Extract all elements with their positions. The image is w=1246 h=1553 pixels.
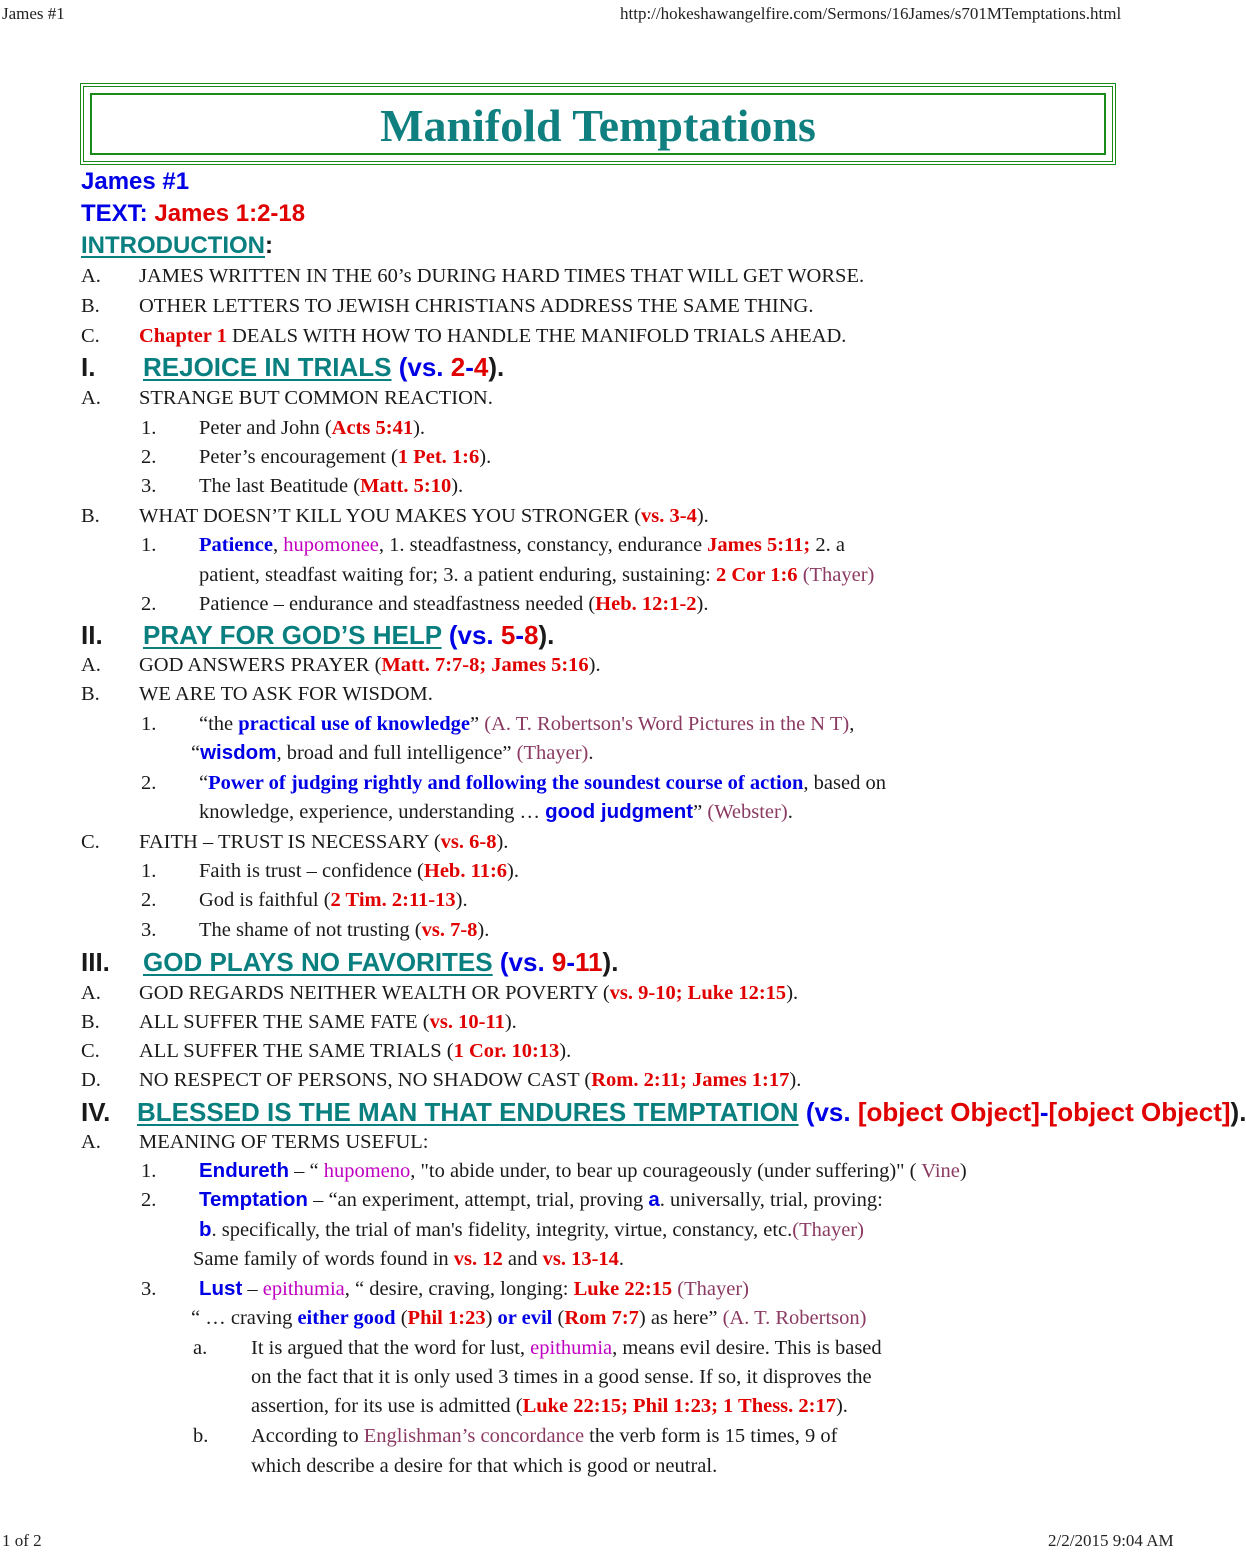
continuation-line: [199, 565, 874, 586]
definition: practical use of knowledge: [238, 713, 471, 735]
item-number: 2.: [141, 593, 157, 615]
continuation-line: on the fact that it is only used 3 times in a good sense. If so, it disproves the: [251, 1366, 872, 1388]
item-text: Peter’s encouragement (: [199, 446, 398, 468]
item-letter: C.: [81, 1040, 100, 1062]
outline-item: [81, 505, 709, 527]
text-reference: James 1:2-18: [154, 200, 306, 227]
emphasis: either good: [297, 1307, 396, 1329]
intro-label: INTRODUCTION: [81, 232, 265, 259]
outline-item: [81, 683, 433, 705]
vs-start: 5: [500, 620, 516, 650]
outline-subitem: [141, 889, 468, 911]
outline-subitem: [141, 713, 855, 735]
item-text: ALL SUFFER THE SAME TRIALS (: [139, 1040, 454, 1062]
scripture-ref: vs. 13-14: [542, 1248, 619, 1270]
item-text: , 1. steadfastness, constancy, endurance: [378, 534, 708, 556]
source-citation: (A. T. Robertson): [722, 1307, 867, 1329]
scripture-ref: vs. 7-8: [421, 919, 478, 941]
item-text: , “ desire, craving, longing:: [344, 1278, 574, 1300]
item-letter: B.: [81, 295, 100, 317]
item-letter: b.: [193, 1425, 209, 1447]
item-text: ).: [559, 1040, 572, 1062]
continuation-line: [191, 1308, 866, 1329]
vs-dash: -: [515, 620, 524, 650]
item-letter: C.: [81, 325, 100, 347]
item-text: GOD ANSWERS PRAYER (: [139, 654, 382, 676]
source-citation: (Thayer): [516, 742, 589, 764]
item-text: (: [395, 1307, 408, 1329]
source-citation: (A. T. Robertson's Word Pictures in the N T): [484, 713, 850, 735]
item-letter: D.: [81, 1069, 101, 1091]
item-text: ).: [786, 982, 799, 1004]
vs-start: [object Object]: [857, 1097, 1040, 1127]
item-letter: A.: [81, 654, 101, 676]
vs-dash: -: [1039, 1097, 1049, 1127]
outline-subsubitem: [193, 1425, 838, 1447]
item-letter: B.: [81, 683, 100, 705]
item-number: 3.: [141, 475, 157, 497]
intro-item: [81, 325, 847, 347]
scripture-ref: vs. 6-8: [440, 831, 497, 853]
header-left: James #1: [2, 4, 65, 23]
greek-word: hupomonee: [283, 534, 379, 556]
page-number: 1 of 2: [2, 1531, 42, 1550]
item-text: God is faithful (: [199, 889, 331, 911]
item-text: and: [502, 1248, 543, 1270]
outline-subitem: [141, 446, 492, 468]
scripture-ref: Rom. 2:11; James 1:17: [591, 1069, 790, 1091]
item-number: 2.: [141, 889, 157, 911]
scripture-ref: vs. 9-10; Luke 12:15: [609, 982, 787, 1004]
scripture-ref: Matt. 5:10: [360, 475, 452, 497]
item-text: FAITH – TRUST IS NECESSARY (: [139, 831, 441, 853]
item-text: It is argued that the word for lust,: [251, 1337, 531, 1359]
item-text: JAMES WRITTEN IN THE 60’s DURING HARD TIMES THAT WILL GET WORSE.: [139, 265, 865, 287]
series-label: James #1: [81, 168, 190, 195]
item-text: “ … craving: [191, 1307, 298, 1329]
sense-letter: a: [648, 1188, 660, 1211]
vs-end: 8: [524, 620, 539, 650]
item-text: ).: [413, 417, 426, 439]
item-text: ).: [479, 446, 492, 468]
continuation-line: [251, 1396, 848, 1417]
item-text: ).: [835, 1395, 848, 1417]
vs-end: 11: [575, 947, 603, 977]
item-text: , based on: [803, 772, 886, 794]
greek-word: epithumia: [262, 1278, 345, 1300]
item-text: ).: [696, 593, 709, 615]
item-text: 2. a: [810, 534, 845, 556]
section-title: REJOICE IN TRIALS: [143, 352, 392, 382]
item-text: Faith is trust – confidence (: [199, 860, 424, 882]
item-letter: A.: [81, 265, 101, 287]
term: wisdom: [200, 741, 277, 764]
outline-subitem: [141, 475, 464, 497]
item-number: 1.: [141, 534, 157, 556]
item-number: 3.: [141, 1278, 157, 1300]
page-title: Manifold Temptations: [380, 100, 816, 151]
scripture-ref: vs. 3-4: [641, 505, 697, 527]
item-text: , "to abide under, to bear up courageously (under suffering)" (: [410, 1160, 922, 1182]
outline-subitem: [141, 417, 426, 439]
outline-item: [81, 1131, 429, 1153]
item-text: NO RESPECT OF PERSONS, NO SHADOW CAST (: [139, 1069, 592, 1091]
scripture-ref: Phil 1:23: [407, 1307, 486, 1329]
scripture-ref: vs. 10-11: [429, 1011, 505, 1033]
scripture-ref: Rom 7:7: [564, 1307, 639, 1329]
intro-item: [81, 295, 814, 317]
item-text: ) as here”: [638, 1307, 723, 1329]
item-text: ).: [455, 889, 468, 911]
term: Lust: [199, 1277, 243, 1300]
item-number: 3.: [141, 919, 157, 941]
section-number: II.: [81, 620, 103, 650]
item-text: ).: [588, 654, 601, 676]
section-number: I.: [81, 352, 96, 382]
title-box: [80, 83, 1116, 165]
item-number: 2.: [141, 446, 157, 468]
item-letter: B.: [81, 505, 100, 527]
scripture-ref: Acts 5:41: [331, 417, 414, 439]
scripture-ref: James 5:11;: [707, 534, 811, 556]
source-citation: (Thayer): [792, 1219, 864, 1241]
item-text: .: [787, 801, 793, 823]
item-text: ).: [496, 831, 509, 853]
emphasis: or evil: [497, 1307, 553, 1329]
outline-subitem: [141, 919, 490, 941]
outline-item: [81, 1069, 802, 1091]
vs-dash: -: [566, 947, 576, 977]
item-text: ): [959, 1160, 967, 1182]
scripture-ref: Luke 22:15; Phil 1:23; 1 Thess. 2:17: [522, 1395, 836, 1417]
section-heading: [81, 947, 619, 977]
item-text: patient, steadfast waiting for; 3. a patient enduring, sustaining:: [199, 564, 716, 586]
term: Endureth: [199, 1159, 289, 1182]
header-url: http://hokeshawangelfire.com/Sermons/16James/s701MTemptations.html: [620, 4, 1122, 23]
item-text: . universally, trial, proving:: [659, 1189, 883, 1211]
outline-item: [81, 654, 601, 676]
item-letter: C.: [81, 831, 100, 853]
item-text: , broad and full intelligence”: [276, 742, 517, 764]
vs-start: 2: [450, 352, 466, 382]
outline-item: [81, 1040, 572, 1062]
item-letter: A.: [81, 982, 101, 1004]
item-text: Peter and John (: [199, 417, 332, 439]
item-text: – “an experiment, attempt, trial, proving: [307, 1189, 649, 1211]
item-text: MEANING OF TERMS USEFUL:: [139, 1131, 429, 1153]
scripture-ref: Luke 22:15: [573, 1278, 673, 1300]
item-number: 1.: [141, 860, 157, 882]
print-date: 2/2/2015 9:04 AM: [1048, 1531, 1174, 1550]
continuation-line: [199, 802, 793, 823]
vs-label: (vs.: [499, 947, 552, 977]
scripture-ref: Heb. 12:1-2: [595, 593, 697, 615]
section-heading: [81, 1097, 1246, 1127]
item-text: ).: [507, 860, 519, 882]
intro-heading: [81, 234, 273, 258]
source-citation: (Thayer): [802, 564, 875, 586]
item-text: WHAT DOESN’T KILL YOU MAKES YOU STRONGER (: [139, 505, 642, 527]
item-text: ”: [470, 713, 485, 735]
scripture-ref: Matt. 7:7-8; James 5:16: [381, 654, 589, 676]
vs-close: ).: [538, 620, 555, 650]
term: Temptation: [199, 1188, 308, 1211]
item-text: ,: [273, 534, 284, 556]
scripture-ref: vs. 12: [453, 1248, 503, 1270]
section-title: PRAY FOR GOD’S HELP: [143, 620, 442, 650]
outline-item: [81, 831, 509, 853]
item-text: –: [242, 1278, 263, 1300]
greek-word: epithumia: [530, 1337, 613, 1359]
sense-letter: b: [199, 1218, 212, 1241]
section-number: IV.: [81, 1097, 111, 1127]
continuation-line: which describe a desire for that which is good or neutral.: [251, 1455, 718, 1477]
section-title: GOD PLAYS NO FAVORITES: [143, 947, 493, 977]
item-text: ).: [789, 1069, 802, 1091]
item-text: WE ARE TO ASK FOR WISDOM.: [139, 683, 433, 705]
scripture-ref: 2 Tim. 2:11-13: [330, 889, 456, 911]
item-text: assertion, for its use is admitted (: [251, 1395, 523, 1417]
item-letter: A.: [81, 387, 101, 409]
vs-close: ).: [602, 947, 619, 977]
outline-subsubitem: [193, 1337, 882, 1359]
item-letter: a.: [193, 1337, 208, 1359]
item-text: GOD REGARDS NEITHER WEALTH OR POVERTY (: [139, 982, 610, 1004]
item-text: According to: [251, 1425, 364, 1447]
item-text: ).: [696, 505, 709, 527]
term: good judgment: [545, 800, 694, 823]
item-text: .: [588, 742, 594, 764]
vs-label: (vs.: [805, 1097, 858, 1127]
item-text: The last Beatitude (: [199, 475, 361, 497]
outline-subitem: [141, 1188, 883, 1211]
section-title: BLESSED IS THE MAN THAT ENDURES TEMPTATION: [137, 1097, 799, 1127]
item-text: “the: [199, 713, 239, 735]
item-number: 2.: [141, 1189, 157, 1211]
intro-colon: :: [264, 232, 273, 259]
vs-label: (vs.: [398, 352, 451, 382]
item-text: DEALS WITH HOW TO HANDLE THE MANIFOLD TRIALS AHEAD.: [226, 325, 847, 347]
vs-start: 9: [551, 947, 567, 977]
item-text: – “: [288, 1160, 324, 1182]
vs-dash: -: [465, 352, 474, 382]
item-text: ALL SUFFER THE SAME FATE (: [139, 1011, 430, 1033]
vs-close: ).: [1230, 1097, 1246, 1127]
scripture-ref: Heb. 11:6: [423, 860, 508, 882]
item-number: 1.: [141, 1160, 157, 1182]
item-text: ).: [477, 919, 490, 941]
section-heading: [81, 620, 555, 650]
outline-item: [81, 1011, 517, 1033]
item-text: Same family of words found in: [193, 1248, 454, 1270]
source-citation: Englishman’s concordance: [363, 1425, 585, 1447]
outline-subitem: [141, 534, 845, 556]
item-text: , means evil desire. This is based: [612, 1337, 882, 1359]
greek-word: hupomeno: [323, 1160, 411, 1182]
item-text: The shame of not trusting (: [199, 919, 422, 941]
item-letter: B.: [81, 1011, 100, 1033]
item-text: “: [191, 742, 201, 764]
source-citation: (Webster): [707, 801, 788, 823]
vs-end: [object Object]: [1048, 1097, 1231, 1127]
scripture-ref: 1 Pet. 1:6: [397, 446, 480, 468]
chapter-ref: Chapter 1: [139, 325, 227, 347]
definition: Power of judging rightly and following the soundest course of action: [208, 772, 804, 794]
term: Patience: [199, 534, 273, 556]
outline-subitem: [141, 1277, 749, 1300]
continuation-line: [199, 1220, 864, 1241]
item-text: ).: [451, 475, 464, 497]
item-text: ).: [504, 1011, 517, 1033]
scripture-ref: 1 Cor. 10:13: [453, 1040, 560, 1062]
source-citation: (Thayer): [677, 1278, 749, 1300]
item-text: . specifically, the trial of man's fidelity, integrity, virtue, constancy, etc.: [211, 1219, 793, 1241]
scripture-ref: 2 Cor 1:6: [715, 564, 798, 586]
item-text: Patience – endurance and steadfastness needed (: [199, 593, 596, 615]
item-text: ”: [693, 801, 708, 823]
item-text: OTHER LETTERS TO JEWISH CHRISTIANS ADDRESS THE SAME THING.: [139, 295, 814, 317]
item-text: knowledge, experience, understanding …: [199, 801, 546, 823]
outline-item: [81, 387, 493, 409]
item-number: 2.: [141, 772, 157, 794]
outline-subitem: [141, 593, 709, 615]
item-number: 1.: [141, 417, 157, 439]
continuation-line: [193, 1249, 624, 1270]
item-text: .: [618, 1248, 625, 1270]
outline-subitem: [141, 772, 886, 794]
outline-item: [81, 982, 799, 1004]
item-text: “: [199, 772, 209, 794]
vs-label: (vs.: [448, 620, 501, 650]
vs-close: ).: [488, 352, 505, 382]
item-text: the verb form is 15 times, 9 of: [584, 1425, 838, 1447]
continuation-line: [191, 743, 593, 764]
item-text: ): [485, 1307, 498, 1329]
text-label: TEXT:: [81, 200, 148, 227]
item-text: STRANGE BUT COMMON REACTION.: [139, 387, 493, 409]
source-citation: Vine: [921, 1160, 960, 1182]
vs-end: 4: [473, 352, 489, 382]
section-number: III.: [81, 947, 110, 977]
section-heading: [81, 352, 505, 382]
item-text: ,: [849, 713, 855, 735]
outline-subitem: [141, 860, 519, 882]
item-letter: A.: [81, 1131, 101, 1153]
item-text: (: [552, 1307, 565, 1329]
intro-item: [81, 265, 865, 287]
outline-subitem: [141, 1159, 967, 1182]
item-number: 1.: [141, 713, 157, 735]
text-line: [81, 202, 305, 226]
